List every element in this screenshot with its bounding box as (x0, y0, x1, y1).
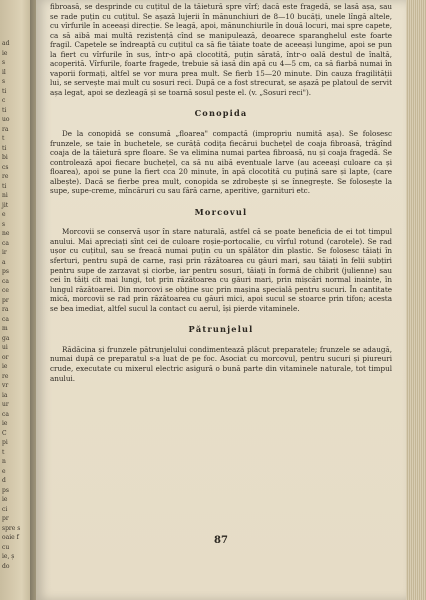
left-page-fragment: ti (2, 106, 7, 114)
left-page-fragment: ca (2, 410, 9, 418)
left-page-fragment: jit (2, 201, 9, 209)
left-page-fragment: s (2, 78, 6, 85)
left-page-fragment: ie, ș (2, 553, 15, 560)
left-page-fragment: ps (2, 486, 9, 494)
left-page-fragment: do (2, 562, 10, 570)
section-paragraph-patrunjelul: Rădăcina și frunzele pătrunjelului condimentează plăcut preparatele; frunzele se adaugă, numai după ce preparatul s-a luat de pe foc. Asociat cu morcovul, pentru sucuri și piureuri crude, executate cu mixerul electric asigură o bună parte din vitaminele naturale, tot timpul anului. (50, 344, 392, 383)
left-page-fragment: ca (2, 315, 9, 323)
section-heading-conopida: Conopida (194, 108, 248, 119)
left-page-fragment: m (2, 325, 8, 332)
left-page-fragment: n (2, 458, 6, 465)
left-page-fragment: pr (2, 296, 9, 304)
left-page-fragment: il (2, 68, 6, 76)
left-page-fragment: bi (2, 154, 8, 161)
left-page-fragment: ti (2, 87, 7, 95)
left-page-fragment: ra (2, 125, 9, 133)
left-page-fragment: ce (2, 287, 9, 294)
left-page-fragment: d (2, 477, 6, 484)
left-page-fragment: ie (2, 420, 8, 427)
section-heading-morcovul: Morcovul (194, 206, 248, 217)
section-paragraph-conopida: De la conopidă se consumă „floarea" compactă (impropriu numită așa). Se folosesc frunzele, se taie în buchetele, se curăță codița fiecărui buchețel de coaja fibroasă, trăgînd coaja de la tăietură spre floare. Se va elimina numai partea fibroasă, nu și coaja fragedă. Se controlează apoi fiecare buchețel, ca să nu aibă eventuale larve (au aceeași culoare ca și floarea), apoi se pune la fiert cca 20 minute, în apă clocotită cu puțină sare și lapte, (care albește). Dacă se fierbe prea mult, conopida se zdrobește și se înnegrește. Se folosește la supe, supe-creme, mîncăruri cu sau fără carne, aperitive, garnituri etc. (50, 129, 392, 196)
left-page-fragment: ti (2, 144, 7, 152)
page-text (50, 2, 392, 383)
page-number: 87 (214, 535, 228, 546)
left-page-fragment: s (2, 59, 6, 66)
section-paragraph-morcovul: Morcovii se conservă ușor în stare naturală, astfel că se poate beneficia de ei tot timpul anului. Mai apreciați sînt cei de culoare roșie-portocalie, cu vîrful rotund (carotele). Se rad ușor cu cuțitul, sau se freacă numai puțin cu un spălător din plastic. Se folosesc tăiați în sferturi, pentru supă de carne, rași prin răzătoarea cu găuri mari, sau tăiați în felii subțiri pentru supe de zarzavat și ciorbe, iar pentru sosuri, tăiați în formă de chibrit (julienne) sau cei în tăiți cît mai lungi, tot prin răzătoarea cu găuri mari, prin mișcări normal inainte, în lungul răzătoarei. Din morcovi se obține suc prin mașina specială pentru sucuri. În cantitate mică, morcovii se rad prin răzătoarea cu găuri mici, apoi sucul se stoarce prin tifon; acesta se bea imediat, altfel sucul la contact cu aerul, își pierde vitaminele. (50, 227, 392, 313)
left-page-fragment: ps (2, 268, 9, 275)
left-page-fragment: e (2, 467, 6, 475)
left-page-fragment: pr (2, 515, 9, 522)
left-page-fragment: ir (2, 249, 7, 256)
left-page-fragment: C (2, 429, 7, 437)
left-page-fragment: re (2, 372, 9, 380)
left-page-fragment: s (2, 220, 6, 228)
left-page-fragment: ti (2, 182, 7, 190)
left-page-fragment: ni (2, 192, 8, 199)
left-page-fragment: oaie f (2, 534, 19, 541)
left-page-fragment: ci (2, 505, 8, 513)
left-page-fragment: ie (2, 49, 8, 57)
left-page-fragment: ca (2, 277, 9, 285)
left-page-fragment: cu (2, 543, 10, 551)
left-page-fragment: re (2, 173, 9, 180)
left-page-fragment: ga (2, 334, 10, 342)
left-page-fragment: e (2, 211, 6, 218)
left-page-fragment: ur (2, 401, 9, 408)
left-page-fragment: t (2, 135, 5, 142)
left-page-fragment: a (2, 258, 6, 266)
intro-paragraph: fibroasă, se desprinde cu cuțitul de la tăietură spre vîrf; dacă este fragedă, se lasă așa, sau se rade puțin cu cuțitul. Se așază lujerii în mănunchiuri de 8—10 bucăți, unele lîngă altele, cu vîrfurile în aceeași direcție. Se leagă, apoi, mănunchiurile în două locuri, mai spre capete, ca să aibă mai multă rezistență cînd se manipulează, deoarece sparanghelul este foarte fragil. Capetele se îndreaptă cu cuțitul ca să fie tăiate toate de aceeași lungime, apoi se pun la fiert cu vîrfurile în sus, într-o apă clocotită, puțin sărată, într-o oală destul de înaltă, acoperită. Vîrfurile, foarte fragede, trebuie să iasă din apă cu 4—5 cm, ca să fiarbă numai în vaporii formați, altfel se vor mura prea mult. Se fierb 15—20 minute. Din cauza fragilității lui, se servește mai mult cu sosuri reci. După ce a fost strecurat, se așază pe platoul de servit așa legat, apoi se dezleagă și se toarnă sosul peste el. (v. „Sosuri reci"). (50, 2, 392, 97)
left-page-fragment: ie (2, 496, 8, 503)
left-page-fragment: ia (2, 391, 8, 399)
left-page-fragment: pi (2, 439, 8, 446)
left-page-fragment: ca (2, 239, 9, 247)
left-page-fragment: uo (2, 116, 10, 123)
book-page (36, 0, 406, 600)
left-page-fragment: ad (2, 40, 10, 47)
left-page-fragment: c (2, 97, 6, 104)
left-page-fragment: or (2, 353, 9, 361)
left-page-fragment: cs (2, 163, 9, 171)
left-page-fragment: ui (2, 344, 8, 351)
page-stack-edge (406, 0, 426, 600)
left-page-fragment: t (2, 448, 5, 456)
left-page-fragment: ne (2, 230, 10, 237)
left-page-fragment: spre s (2, 524, 21, 532)
left-page-fragment: vr (2, 382, 9, 389)
left-page-fragment: ra (2, 306, 9, 313)
section-heading-patrunjelul: Pătrunjelul (188, 324, 254, 335)
left-page-fragment: ie (2, 363, 8, 370)
